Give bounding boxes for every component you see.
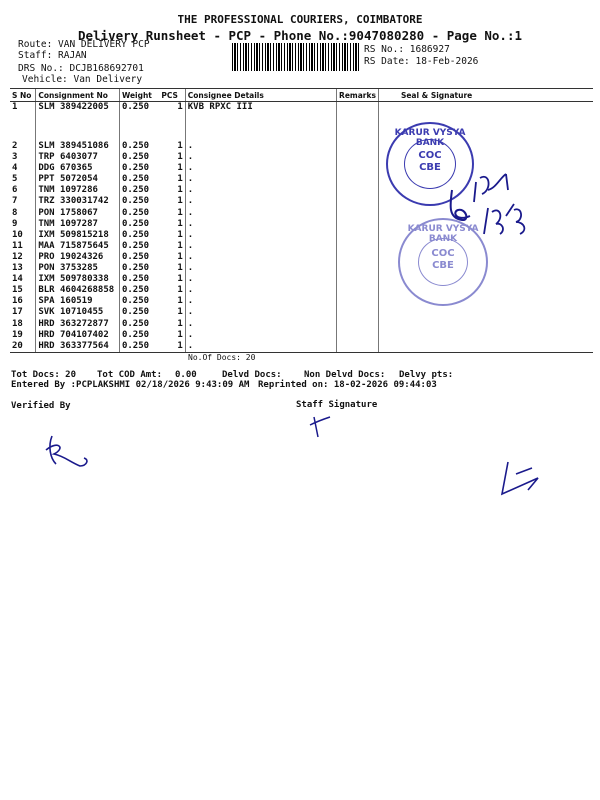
row-consignment: BLR 4604268858 <box>36 285 120 296</box>
row-pcs: 1 <box>177 207 183 218</box>
row-pcs: 1 <box>177 307 183 318</box>
row-consignee: . <box>185 152 336 163</box>
row-weight: 0.250 <box>119 307 159 318</box>
row-consignee: KVB RPXC III <box>185 102 336 142</box>
row-remarks <box>337 102 379 142</box>
row-consignment: MAA 715875645 <box>36 241 120 252</box>
row-sno: 17 <box>12 307 23 318</box>
table-row <box>10 319 593 330</box>
runsheet-title: Delivery Runsheet - PCP - Phone No.:9047080280 - Page No.:1 <box>77 28 522 43</box>
row-consignee: . <box>185 319 336 330</box>
rs-date: RS Date: 18-Feb-2026 <box>364 56 479 67</box>
row-consignment: IXM 509780338 <box>36 274 120 285</box>
row-pcs: 1 <box>177 251 183 262</box>
row-remarks <box>337 163 379 174</box>
row-weight: 0.250 <box>119 285 159 296</box>
row-pcs: 1 <box>177 196 183 207</box>
row-sno: 1 <box>12 102 18 112</box>
rs-number: RS No.: 1686927 <box>364 44 450 55</box>
seal-signature-mark <box>498 460 548 500</box>
row-sno: 12 <box>12 251 23 262</box>
row-consignee: . <box>185 141 336 152</box>
row-sno: 5 <box>12 174 18 185</box>
row-weight: 0.250 <box>119 341 159 353</box>
row-weight: 0.250 <box>119 319 159 330</box>
row-pcs: 1 <box>177 329 183 340</box>
row-consignee: . <box>185 219 336 230</box>
row-sno: 10 <box>12 229 23 240</box>
row-consignee: . <box>185 252 336 263</box>
row-weight: 0.250 <box>119 241 159 252</box>
row-seal <box>378 307 593 318</box>
row-pcs: 1 <box>177 296 183 307</box>
row-consignee: . <box>185 274 336 285</box>
row-remarks <box>337 208 379 219</box>
row-seal <box>378 319 593 330</box>
table-row <box>10 307 593 318</box>
row-consignment: PRO 19024326 <box>36 252 120 263</box>
row-consignee: . <box>185 285 336 296</box>
row-weight: 0.250 <box>119 196 159 207</box>
row-sno: 18 <box>12 318 23 329</box>
row-consignee: . <box>185 185 336 196</box>
row-pcs: 1 <box>159 341 185 353</box>
row-weight: 0.250 <box>119 263 159 274</box>
row-remarks <box>337 330 379 341</box>
row-weight: 0.250 <box>119 163 159 174</box>
row-sno: 13 <box>12 263 23 274</box>
row-weight: 0.250 <box>119 330 159 341</box>
row-consignee: . <box>185 163 336 174</box>
col-seal: Seal & Signature <box>378 89 593 102</box>
row-pcs: 1 <box>177 285 183 296</box>
row-pcs: 1 <box>177 274 183 285</box>
row-remarks <box>337 319 379 330</box>
row-pcs: 1 <box>177 102 183 112</box>
row-pcs: 1 <box>177 218 183 229</box>
row-consignee: . <box>185 263 336 274</box>
row-weight: 0.250 <box>119 230 159 241</box>
delvd-docs: Delvd Docs: <box>222 370 282 380</box>
row-remarks <box>337 196 379 207</box>
row-consignment: SLM 389451086 <box>36 141 120 152</box>
row-consignee: . <box>185 296 336 307</box>
row-sno: 4 <box>12 163 18 174</box>
table-row <box>10 252 593 263</box>
row-weight: 0.250 <box>119 252 159 263</box>
row-seal <box>378 296 593 307</box>
row-consignment: TNM 1097287 <box>36 219 120 230</box>
row-pcs: 1 <box>177 174 183 185</box>
row-sno: 6 <box>12 185 18 196</box>
tot-cod-value: 0.00 <box>175 370 197 380</box>
row-remarks <box>337 296 379 307</box>
row-consignee: . <box>185 330 336 341</box>
col-sno: S No <box>10 89 36 102</box>
table-row <box>10 241 593 252</box>
row-remarks <box>337 174 379 185</box>
row-consignment: SLM 389422005 <box>36 102 120 142</box>
row-remarks <box>337 219 379 230</box>
barcode <box>232 43 360 71</box>
staff: Staff: RAJAN <box>18 50 87 61</box>
row-remarks <box>337 263 379 274</box>
row-remarks <box>337 141 379 152</box>
row-consignee: . <box>185 174 336 185</box>
verified-by-label: Verified By <box>11 401 71 411</box>
row-weight: 0.250 <box>119 219 159 230</box>
vehicle: Vehicle: Van Delivery <box>22 74 143 85</box>
col-consignment: Consignment No <box>36 89 120 102</box>
row-consignee: . <box>185 196 336 207</box>
row-consignment: PON 3753285 <box>36 263 120 274</box>
row-pcs: 1 <box>177 152 183 163</box>
stamp-lower-center: COC CBE <box>431 248 455 271</box>
table-row <box>10 330 593 341</box>
row-pcs: 1 <box>177 263 183 274</box>
row-pcs: 1 <box>177 240 183 251</box>
row-remarks <box>337 252 379 263</box>
row-remarks <box>337 152 379 163</box>
row-pcs: 1 <box>177 163 183 174</box>
row-seal <box>378 341 593 353</box>
row-consignment: TRP 6403077 <box>36 152 120 163</box>
table-row <box>10 102 593 142</box>
row-remarks <box>337 285 379 296</box>
row-pcs: 1 <box>177 318 183 329</box>
table-row <box>10 263 593 274</box>
staff-signature-mark <box>308 413 338 443</box>
row-remarks <box>337 241 379 252</box>
row-consignee: . <box>185 230 336 241</box>
company-name: THE PROFESSIONAL COURIERS, COIMBATORE <box>177 13 423 26</box>
col-remarks: Remarks <box>337 89 379 102</box>
row-sno: 2 <box>12 141 18 151</box>
col-weight: Weight <box>119 89 159 102</box>
drs-number: DRS No.: DCJB168692701 <box>18 63 144 74</box>
row-sno: 9 <box>12 218 18 229</box>
table-row <box>10 285 593 296</box>
row-consignment: HRD 363377564 <box>36 341 120 353</box>
row-sno: 16 <box>12 296 23 307</box>
row-pcs: 1 <box>177 141 183 151</box>
row-consignment: DDG 670365 <box>36 163 120 174</box>
row-consignment: SPA 160519 <box>36 296 120 307</box>
row-sno: 20 <box>10 341 36 353</box>
row-consignment: TRZ 330031742 <box>36 196 120 207</box>
row-consignee: . <box>185 241 336 252</box>
row-pcs: 1 <box>177 229 183 240</box>
row-sno: 19 <box>12 329 23 340</box>
row-remarks <box>337 185 379 196</box>
table-header-row <box>10 89 593 102</box>
table-row <box>10 341 593 353</box>
staff-signature-label: Staff Signature <box>296 400 378 410</box>
row-consignment: SVK 10710455 <box>36 307 120 318</box>
tot-cod-label: Tot COD Amt: <box>97 370 163 380</box>
row-consignment: IXM 509815218 <box>36 230 120 241</box>
row-weight: 0.250 <box>119 208 159 219</box>
no-of-docs: No.Of Docs: 20 <box>188 353 256 362</box>
row-remarks <box>337 307 379 318</box>
delvy-pts: Delvy pts: <box>399 370 454 380</box>
reprinted-on: Reprinted on: 18-02-2026 09:44:03 <box>258 380 437 390</box>
row-remarks <box>337 341 379 353</box>
row-weight: 0.250 <box>119 174 159 185</box>
table-row <box>10 141 593 152</box>
row-consignment: PON 1758067 <box>36 208 120 219</box>
row-weight: 0.250 <box>119 152 159 163</box>
row-consignee: . <box>185 341 336 353</box>
verifier-signature <box>40 432 100 472</box>
stamp-upper-ring: KARUR VYSYA BANK <box>394 128 466 148</box>
table-row <box>10 296 593 307</box>
row-consignment: HRD 704107402 <box>36 330 120 341</box>
row-consignment: TNM 1097286 <box>36 185 120 196</box>
col-consignee: Consignee Details <box>185 89 336 102</box>
row-sno: 7 <box>12 196 18 207</box>
row-sno: 15 <box>12 285 23 296</box>
row-weight: 0.250 <box>119 141 159 152</box>
row-weight: 0.250 <box>119 274 159 285</box>
receiver-signature <box>440 160 550 240</box>
row-sno: 8 <box>12 207 18 218</box>
row-sno: 14 <box>12 274 23 285</box>
row-seal <box>378 330 593 341</box>
stamp-upper-center: COC CBE <box>418 150 442 173</box>
route: Route: VAN DELIVERY PCP <box>18 39 150 50</box>
row-weight: 0.250 <box>119 296 159 307</box>
row-remarks <box>337 274 379 285</box>
row-weight: 0.250 <box>119 102 159 142</box>
tot-docs: Tot Docs: 20 <box>11 370 77 380</box>
row-pcs: 1 <box>177 185 183 196</box>
row-consignee: . <box>185 307 336 318</box>
entered-by: Entered By :PCPLAKSHMI 02/18/2026 9:43:09 AM <box>11 380 250 390</box>
row-consignee: . <box>185 208 336 219</box>
stamp-lower-ring: KARUR VYSYA BANK <box>407 224 479 244</box>
table-row <box>10 274 593 285</box>
row-sno: 3 <box>12 152 18 163</box>
row-sno: 11 <box>12 240 23 251</box>
col-pcs: PCS <box>159 89 185 102</box>
row-consignment: HRD 363272877 <box>36 319 120 330</box>
row-remarks <box>337 230 379 241</box>
row-weight: 0.250 <box>119 185 159 196</box>
row-consignment: PPT 5072054 <box>36 174 120 185</box>
non-delvd-docs: Non Delvd Docs: <box>304 370 386 380</box>
